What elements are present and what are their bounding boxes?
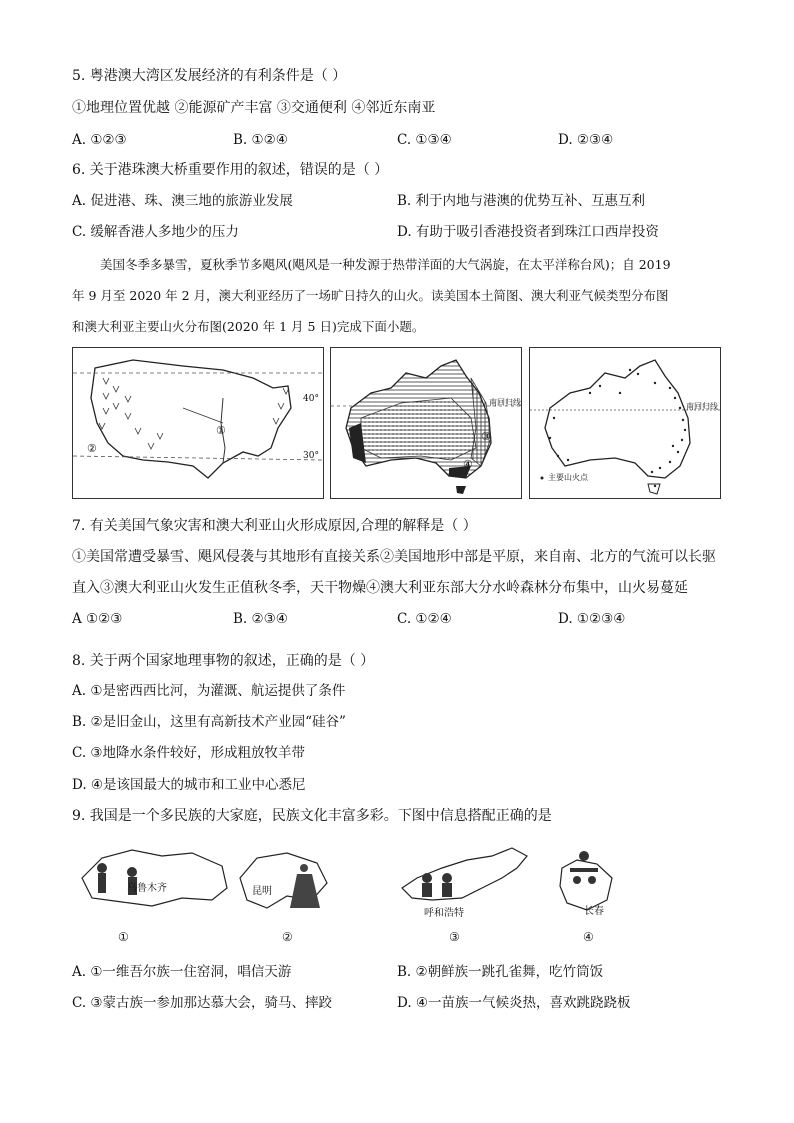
q8-option-a: A. ①是密西西比河，为灌溉、航运提供了条件 <box>72 683 346 699</box>
ethnic-culture-figure <box>72 838 622 946</box>
q7-option-d: D. ①②③④ <box>558 611 626 627</box>
q7-option-b: B. ②③④ <box>233 611 288 627</box>
q5-items: ①地理位置优越 ②能源矿产丰富 ③交通便利 ④邻近东南亚 <box>72 100 436 116</box>
aus-climate-label-4: ④ <box>463 458 473 471</box>
passage-line-1: 美国冬季多暴雪，夏秋季节多飓风(飓风是一种发源于热带洋面的大气涡旋，在太平洋称台风)；自 2019 <box>100 257 671 272</box>
passage-line-2: 年 9 月至 2020 年 2 月，澳大利亚经历了一场旷日持久的山火。读美国本土简图、澳大利亚气候类型分布图 <box>72 288 669 303</box>
pic3-number: ③ <box>449 930 460 944</box>
q9-stem: 9. 我国是一个多民族的大家庭，民族文化丰富多彩。下图中信息搭配正确的是 <box>72 808 552 824</box>
pic3-city: 呼和浩特 <box>424 908 464 919</box>
q9-option-d: D. ④一苗族一气候炎热，喜欢跳跷跷板 <box>397 995 631 1011</box>
aus-fire-legend-label: 主要山火点 <box>548 473 588 482</box>
aus-fire-tropic-label: 南回归线 <box>686 402 718 411</box>
australia-fire-map <box>529 347 721 499</box>
q9-option-c: C. ③蒙古族一参加那达慕大会，骑马、摔跤 <box>72 995 333 1011</box>
q5-option-d: D. ②③④ <box>558 132 614 148</box>
q8-stem: 8. 关于两个国家地理事物的叙述，正确的是（ ） <box>72 653 375 669</box>
pic1-city: 乌鲁木齐 <box>127 883 167 894</box>
q7-option-c: C. ①②④ <box>397 611 452 627</box>
usa-map <box>72 347 324 499</box>
pic2-city: 昆明 <box>252 886 272 897</box>
q8-option-c: C. ③地降水条件较好，形成粗放牧羊带 <box>72 745 306 761</box>
q6-option-a: A. 促进港、珠、澳三地的旅游业发展 <box>72 193 293 209</box>
q7-line-1: ①美国常遭受暴雪、飓风侵袭与其地形有直接关系②美国地形中部是平原，来自南、北方的气流可以长驱 <box>72 549 716 565</box>
q9-option-b: B. ②朝鲜族一跳孔雀舞，吃竹筒饭 <box>397 964 604 980</box>
passage-line-3: 和澳大利亚主要山火分布图(2020 年 1 月 5 日)完成下面小题。 <box>72 319 425 334</box>
q5-option-a: A. ①②③ <box>72 132 127 148</box>
q5-option-c: C. ①③④ <box>397 132 452 148</box>
q6-option-b: B. 利于内地与港澳的优势互补、互惠互利 <box>397 193 646 209</box>
australia-climate-map <box>330 347 522 499</box>
pic4-city: 长春 <box>584 906 604 917</box>
q8-option-d: D. ④是该国最大的城市和工业中心悉尼 <box>72 777 306 793</box>
aus-climate-tropic-label: 南回归线 <box>489 398 521 407</box>
q9-option-a: A. ①一维吾尔族一住窑洞，唱信天游 <box>72 964 292 980</box>
aus-climate-label-3: ③ <box>481 430 491 443</box>
q6-stem: 6. 关于港珠澳大桥重要作用的叙述，错误的是（ ） <box>72 162 389 178</box>
q5-option-b: B. ①②④ <box>233 132 288 148</box>
usa-label-2: ② <box>87 442 97 455</box>
q6-option-c: C. 缓解香港人多地少的压力 <box>72 224 239 240</box>
q5-stem: 5. 粤港澳大湾区发展经济的有利条件是（ ） <box>72 68 347 84</box>
pic4-number: ④ <box>583 930 594 944</box>
q7-line-2: 直入③澳大利亚山火发生正值秋冬季，天干物燥④澳大利亚东部大分水岭森林分布集中，山火易蔓延 <box>72 580 688 596</box>
q7-option-a: A ①②③ <box>72 611 123 627</box>
q6-option-d: D. 有助于吸引香港投资者到珠江口西岸投资 <box>397 224 659 240</box>
pic2-number: ② <box>282 930 293 944</box>
usa-label-1: ① <box>216 424 226 437</box>
q8-option-b: B. ②是旧金山，这里有高新技术产业园“硅谷” <box>72 714 346 730</box>
q7-stem: 7. 有关美国气象灾害和澳大利亚山火形成原因,合理的解释是（ ） <box>72 518 477 534</box>
pic1-number: ① <box>118 930 129 944</box>
usa-label-lat40: 40° <box>303 394 319 404</box>
usa-label-lat30: 30° <box>303 451 319 461</box>
